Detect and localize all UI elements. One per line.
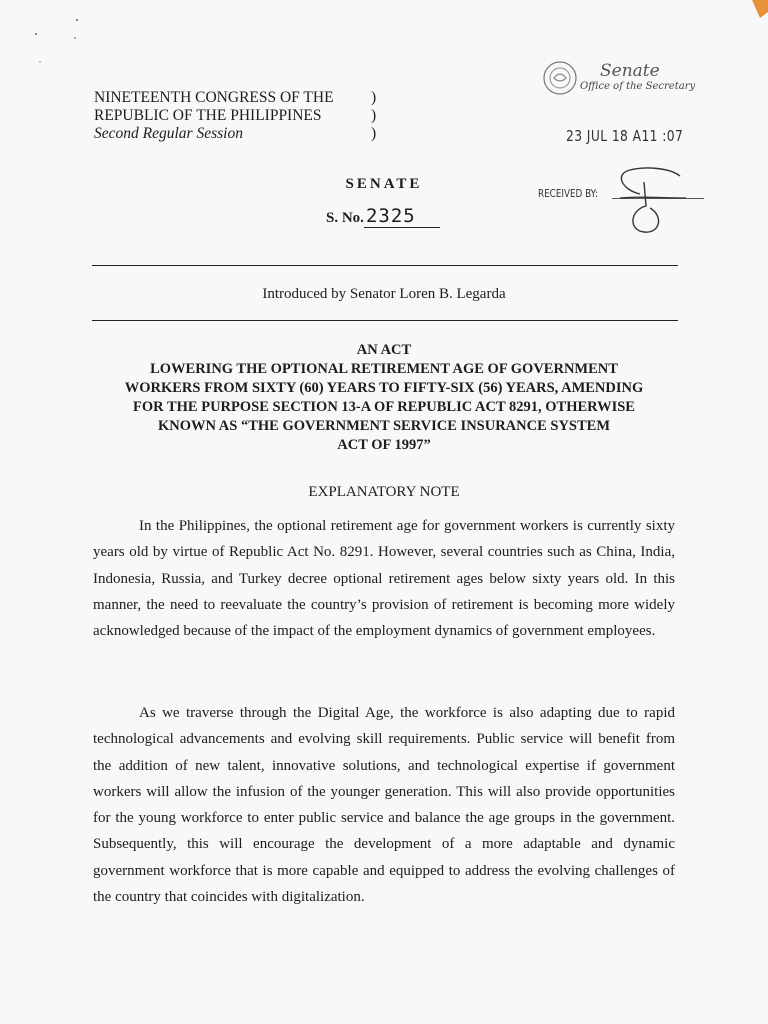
session-text: Second Regular Session <box>94 125 243 142</box>
paragraph: In the Philippines, the optional retirement age for government workers is currently sixty years old by virtue of Republic Act No. 8291. However, several countries such as China, India, Indonesia, Russia, and Turkey decree optional retirement ages below sixty years old. In this manner, the need to reevaluate the country’s provision of retirement is becoming more widely acknowledged because of the impact of the employment dynamics of government employees. <box>93 518 675 640</box>
introduced-by: Introduced by Senator Loren B. Legarda <box>262 286 506 302</box>
paren-3: ) <box>371 125 377 142</box>
signature-icon <box>600 160 692 240</box>
act-line: FOR THE PURPOSE SECTION 13-A OF REPUBLIC ACT 8291, OTHERWISE <box>133 399 635 415</box>
congress-header <box>94 89 377 143</box>
divider-top <box>92 265 678 266</box>
bill-number-value: 2325 <box>364 205 440 228</box>
scan-specks <box>20 0 100 70</box>
senate-seal-icon <box>540 60 580 96</box>
bill-number <box>326 205 440 228</box>
stamp-date: 23 JUL 18 A11 :07 <box>566 127 684 145</box>
congress-line-1-text: NINETEENTH CONGRESS OF THE <box>94 89 334 106</box>
paren-1: ) <box>371 89 377 106</box>
stamp-senate: Senate <box>600 61 660 81</box>
received-by-label: RECEIVED BY: <box>538 187 598 200</box>
paragraph: As we traverse through the Digital Age, the workforce is also adapting due to rapid technological advancements and evolving skill requirements. Public service will benefit from the addition of new talent, innovative solutions, and technological expertise if government workers will allow the infusion of the younger generation. This will also provide opportunities for the young workforce to enter public service and balance the age groups in the government. Subsequently, this will encourage the development of a more adaptable and dynamic government workforce that is more capable and equipped to address the evolving challenges of the country that coincides with digitalization. <box>93 705 675 906</box>
congress-line-3 <box>94 125 377 143</box>
congress-line-2-text: REPUBLIC OF THE PHILIPPINES <box>94 107 322 124</box>
corner-tab-icon <box>748 0 768 18</box>
act-heading: AN ACT <box>356 342 412 358</box>
paren-2: ) <box>371 107 377 124</box>
congress-line-2 <box>94 107 377 125</box>
congress-line-1 <box>94 89 377 107</box>
act-line: KNOWN AS “THE GOVERNMENT SERVICE INSURANCE SYSTEM <box>157 418 611 434</box>
act-title <box>92 341 676 455</box>
explanatory-note-title: EXPLANATORY NOTE <box>308 484 460 500</box>
chamber-title: SENATE <box>345 176 423 192</box>
act-line: WORKERS FROM SIXTY (60) YEARS TO FIFTY-SIX (56) YEARS, AMENDING <box>124 380 644 396</box>
bill-number-label: S. No. <box>326 210 364 226</box>
act-line: LOWERING THE OPTIONAL RETIREMENT AGE OF GOVERNMENT <box>150 361 618 377</box>
divider-bottom <box>92 320 678 321</box>
act-line: ACT OF 1997” <box>337 437 431 453</box>
stamp-office: Office of the Secretary <box>580 81 696 92</box>
